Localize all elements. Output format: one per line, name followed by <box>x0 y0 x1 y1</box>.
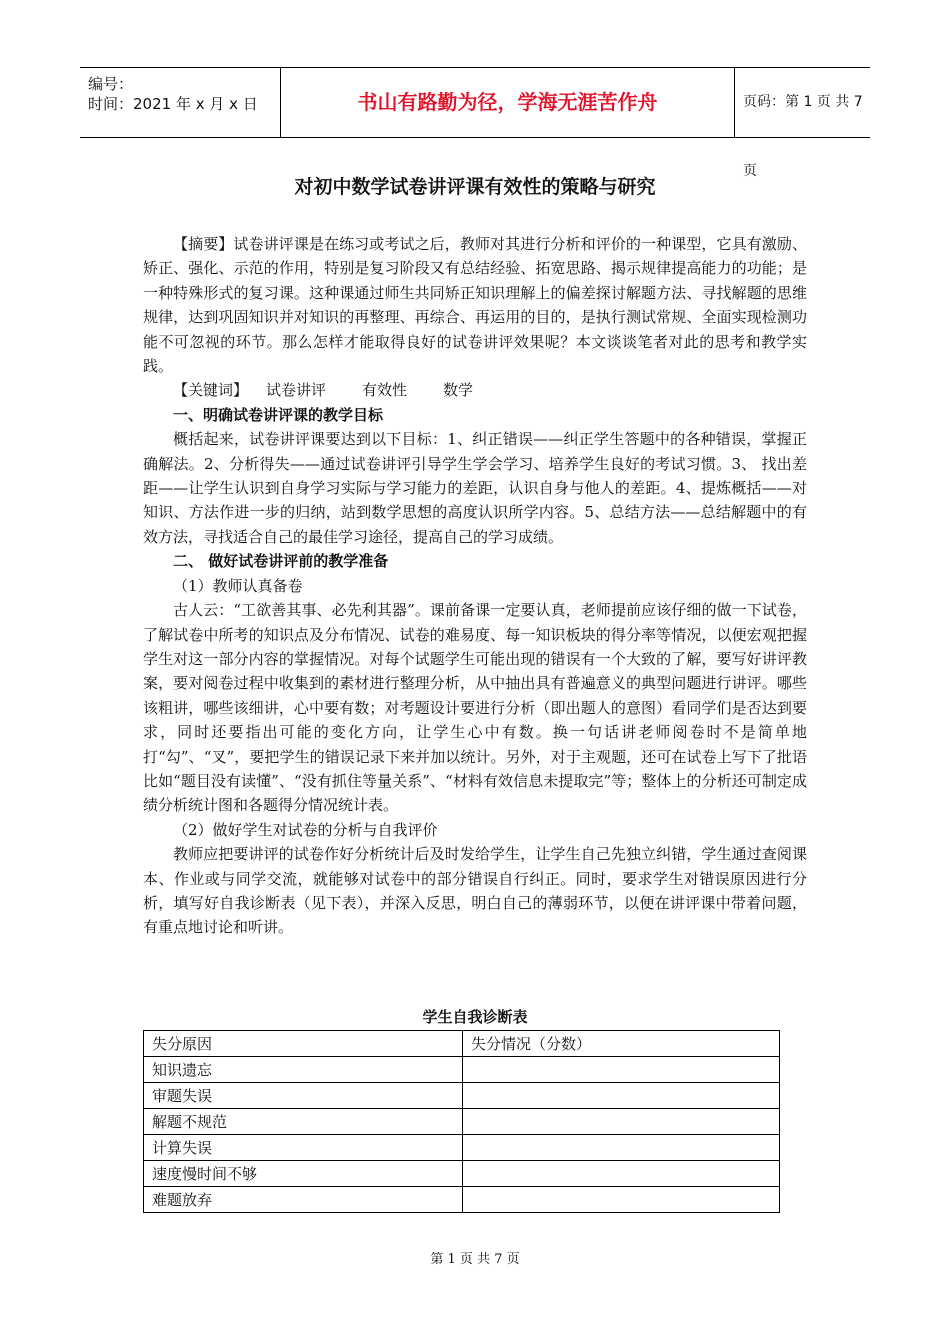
table-header-cell: 失分情况（分数） <box>463 1031 780 1057</box>
table-cell-reason: 解题不规范 <box>144 1109 463 1135</box>
document-title: 对初中数学试卷讲评课有效性的策略与研究 <box>294 176 656 198</box>
table-row <box>144 1057 780 1083</box>
date-line: 时间：2021 年 x 月 x 日 <box>88 95 258 113</box>
table-cell-reason: 知识遗忘 <box>144 1057 463 1083</box>
abstract-paragraph: 【摘要】试卷讲评课是在练习或考试之后，教师对其进行分析和评价的一种课型，它具有激励、矫正、强化、示范的作用，特别是复习阶段又有总结经验、拓宽思路、揭示规律提高能力的功能；是一种特殊形式的复习课。这种课通过师生共同矫正知识理解上的偏差探讨解题方法、寻找解题的思维规律，达到巩固知识并对知识的再整理、再综合、再运用的目的，是执行测试常规、全面实现检测功能不可忽视的环节。那么怎样才能取得良好的试卷讲评效果呢？本文谈谈笔者对此的思考和教学实践。 <box>143 235 807 376</box>
table-cell-score <box>463 1135 780 1161</box>
section-heading: 二、 做好试卷讲评前的教学准备 <box>173 552 389 571</box>
table-cell-reason: 审题失误 <box>144 1083 463 1109</box>
page-footer: 第 1 页 共 7 页 <box>430 1252 520 1267</box>
table-row <box>144 1161 780 1187</box>
keywords-line <box>143 378 807 402</box>
keywords-label: 【关键词】 <box>173 381 249 400</box>
table-cell-reason: 难题放弃 <box>144 1187 463 1213</box>
keyword: 有效性 <box>362 381 408 400</box>
table-row <box>144 1109 780 1135</box>
table-cell-reason: 速度慢时间不够 <box>144 1161 463 1187</box>
table-title: 学生自我诊断表 <box>422 1008 528 1026</box>
self-diagnosis-table <box>143 1030 780 1213</box>
number-label: 编号： <box>88 75 134 93</box>
section-paragraph: 古人云：“工欲善其事、必先利其器”。课前备课一定要认真，老师提前应该仔细的做一下试卷，了解试卷中所考的知识点及分布情况、试卷的难易度、每一知识板块的得分率等情况，以便宏观把握学生对这一部分内容的掌握情况。对每个试题学生可能出现的错误有一个大致的了解，要写好讲评教案，要对阅卷过程中收集到的素材进行整理分析，从中抽出具有普遍意义的典型问题进行讲评。哪些该粗讲，哪些该细讲，心中要有数；对考题设计要进行分析（即出题人的意图）看同学们是否达到要求，同时还要指出可能的变化方向，让学生心中有数。换一句话讲老师阅卷时不是简单地打“勾”、“叉”，要把学生的错误记录下来并加以统计。另外，对于主观题，还可在试卷上写下了批语比如“题目没有读懂”、“没有抓住等量关系”、“材料有效信息未提取完”等；整体上的分析还可制定成绩分析统计图和各题得分情况统计表。 <box>143 601 807 815</box>
table-cell-score <box>463 1161 780 1187</box>
table-cell-score <box>463 1109 780 1135</box>
section-paragraph: 概括起来，试卷讲评课要达到以下目标：1、纠正错误——纠正学生答题中的各种错误，掌握正确解法。2、分析得失——通过试卷讲评引导学生学会学习、培养学生良好的考试习惯。3、 找出差距——让学生认识到自身学习实际与学习能力的差距，认识自身与他人的差距。4、提炼概括——对知识、方法作进一步的归纳，站到数学思想的高度认识所学内容。5、总结方法——总结解题中的有效方法，寻找适合自己的最佳学习途径，提高自己的学习成绩。 <box>143 430 807 546</box>
table-row <box>144 1187 780 1213</box>
page-header <box>80 67 870 179</box>
table-row <box>144 1135 780 1161</box>
subsection-heading: （1）教师认真备卷 <box>173 576 303 595</box>
keyword: 试卷讲评 <box>266 381 327 400</box>
keyword: 数学 <box>443 381 474 400</box>
subsection-heading: （2）做好学生对试卷的分析与自我评价 <box>173 820 438 839</box>
header-page-info: 页码：第 1 页 共 7 页 <box>743 94 863 179</box>
header-motto: 书山有路勤为径，学海无涯苦作舟 <box>280 68 735 137</box>
section-heading: 一、明确试卷讲评课的教学目标 <box>173 405 384 424</box>
document-body <box>143 232 807 940</box>
table-cell-score <box>463 1187 780 1213</box>
table-cell-reason: 计算失误 <box>144 1135 463 1161</box>
section-paragraph: 教师应把要讲评的试卷作好分析统计后及时发给学生，让学生自己先独立纠错，学生通过查阅课本、作业或与同学交流，就能够对试卷中的部分错误自行纠正。同时，要求学生对错误原因进行分析，填写好自我诊断表（见下表），并深入反思，明白自己的薄弱环节，以便在讲评课中带着问题，有重点地讨论和听讲。 <box>143 845 807 937</box>
table-cell-score <box>463 1083 780 1109</box>
table-header-cell: 失分原因 <box>144 1031 463 1057</box>
table-header-row <box>144 1031 780 1057</box>
header-meta <box>80 68 280 137</box>
table-cell-score <box>463 1057 780 1083</box>
table-row <box>144 1083 780 1109</box>
